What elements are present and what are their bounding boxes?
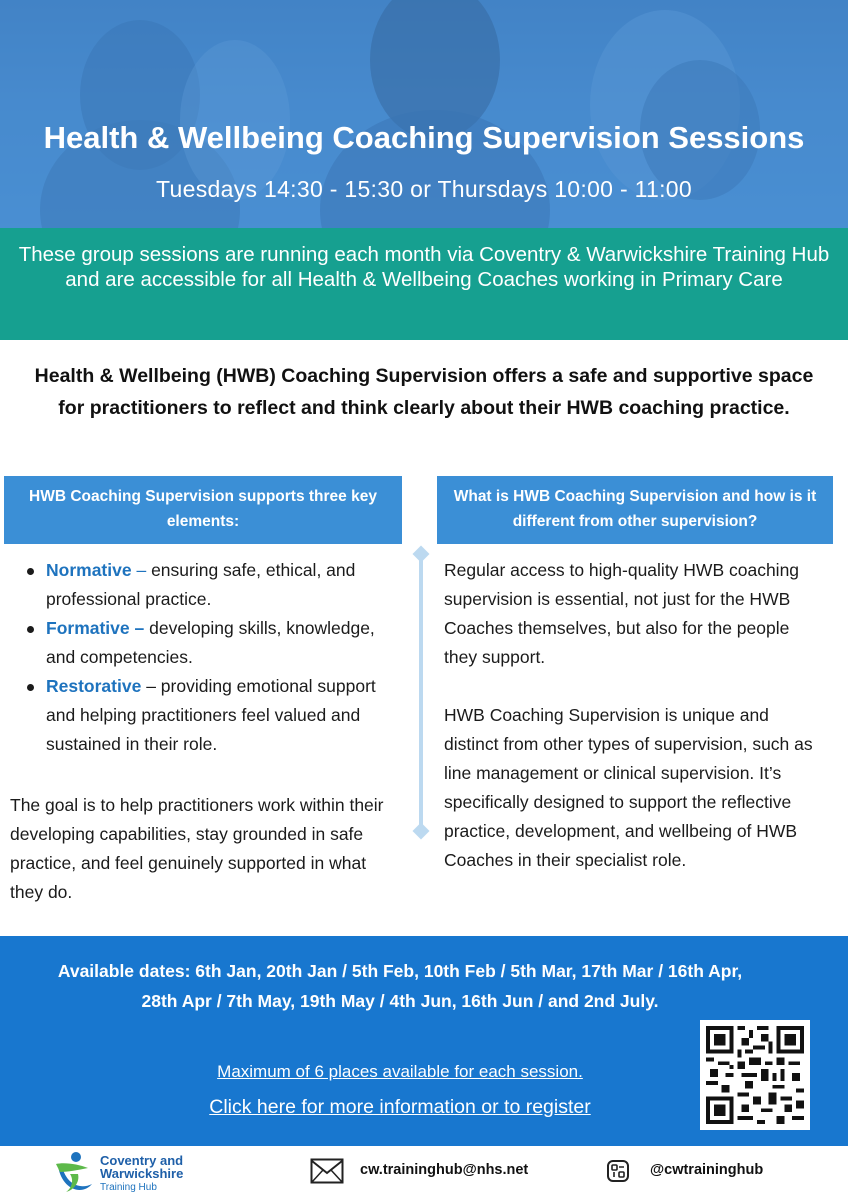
list-item xyxy=(10,556,402,614)
list-item xyxy=(10,672,402,759)
contact-email[interactable]: cw.traininghub@nhs.net xyxy=(360,1162,529,1178)
element-description: providing emotional support and helping practitioners feel valued and sustained in their role. xyxy=(46,676,376,754)
qr-code-icon[interactable] xyxy=(700,1020,810,1130)
unique-paragraph: HWB Coaching Supervision is unique and distinct from other types of supervision, such as line management or clinical supervision. It’s specifically designed to support the reflective practice, development, and wellbeing of HWB Coaches in their specialist role. xyxy=(444,705,813,870)
key-elements-heading: HWB Coaching Supervision supports three key elements: xyxy=(4,476,402,544)
social-handle[interactable]: @cwtraininghub xyxy=(650,1162,764,1178)
logo-figure-icon xyxy=(52,1150,96,1196)
available-dates: Available dates: 6th Jan, 20th Jan / 5th Feb, 10th Feb / 5th Mar, 17th Mar / 16th Apr, 28th Apr / 7th May, 19th May / 4th Jun, 16th Jun / and 2nd July. xyxy=(57,961,743,1011)
page-title: Health & Wellbeing Coaching Supervision Sessions xyxy=(43,120,805,155)
element-description: developing skills, knowledge, and competencies. xyxy=(46,618,375,667)
session-schedule: Tuesdays 14:30 - 15:30 or Thursdays 10:00 - 11:00 xyxy=(156,176,692,202)
mail-icon xyxy=(310,1158,344,1184)
goal-paragraph: The goal is to help practitioners work within their developing capabilities, stay grounded in safe practice, and feel genuinely supported in what they do. xyxy=(10,795,384,902)
element-term: Formative – xyxy=(46,618,145,638)
key-elements-list xyxy=(10,556,402,759)
divider-diamond-icon xyxy=(413,823,430,840)
logo-line: Warwickshire xyxy=(100,1166,184,1181)
hero-banner xyxy=(0,0,848,228)
available-dates-panel xyxy=(0,936,848,1146)
training-hub-logo xyxy=(52,1150,212,1196)
access-paragraph: Regular access to high-quality HWB coaching supervision is essential, not just for the HWB Coaches themselves, but also for the people they support. xyxy=(444,560,800,667)
sessions-banner: These group sessions are running each month via Coventry & Warwickshire Training Hub and are accessible for all Health & Wellbeing Coaches working in Primary Care xyxy=(0,228,848,340)
what-is-column xyxy=(444,556,826,875)
element-term: Restorative xyxy=(46,676,142,696)
divider-diamond-icon xyxy=(413,546,430,563)
logo-subtitle: Training Hub xyxy=(100,1182,157,1193)
max-places-note: Maximum of 6 places available for each session. xyxy=(217,1062,583,1081)
column-divider xyxy=(419,554,423,831)
element-term: Normative xyxy=(46,560,132,580)
what-is-heading: What is HWB Coaching Supervision and how is it different from other supervision? xyxy=(437,476,833,544)
element-separator: – xyxy=(141,676,161,696)
key-elements-column xyxy=(10,556,402,907)
logo-line: Coventry and xyxy=(100,1153,184,1168)
list-item xyxy=(10,614,402,672)
element-separator: – xyxy=(131,560,152,580)
footer xyxy=(0,1146,848,1200)
element-description: ensuring safe, ethical, and professional practice. xyxy=(46,560,356,609)
logo-title xyxy=(100,1154,183,1180)
intro-statement: Health & Wellbeing (HWB) Coaching Supervision offers a safe and supportive space for practitioners to reflect and think clearly about their HWB coaching practice. xyxy=(34,365,814,419)
register-link[interactable]: Click here for more information or to register xyxy=(209,1096,591,1118)
social-icon xyxy=(606,1159,630,1183)
